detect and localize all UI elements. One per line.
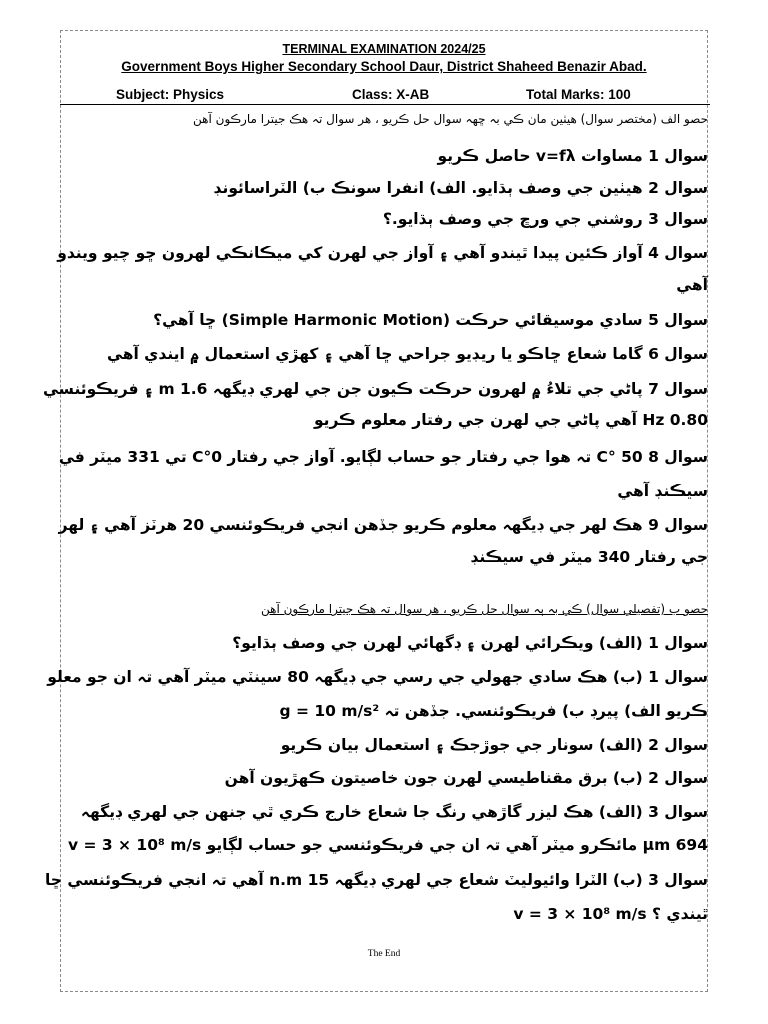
question-a8-cont: سيڪنڊ آهي xyxy=(617,482,708,500)
subject-label: Subject: Physics xyxy=(116,87,225,102)
subject-row xyxy=(116,87,676,105)
header-rule xyxy=(60,104,710,105)
total-marks-label: Total Marks: 100 xyxy=(526,87,631,102)
question-b3b-cont: ٿيندي ؟ v = 3 × 10⁸ m/s xyxy=(513,905,708,923)
question-a4: سوال 4 آواز ڪئين پيدا ٿيندو آهي ۽ آواز جي لهرن کي ميڪانڪي لهرون ڇو چيو ويندو xyxy=(57,244,708,262)
the-end-footer: The End xyxy=(367,949,401,959)
section-a-instruction: حصو الف (مختصر سوال) هيٺين مان ڪي بہ ڇهہ سوال حل ڪريو ، هر سوال تہ هڪ جيترا مارڪون آهن xyxy=(193,112,708,126)
question-a8: سوال 8 50 °C تہ هوا جي رفتار جو حساب لڳايو. آواز جي رفتار 0°C تي 331 ميٽر في xyxy=(58,448,708,466)
exam-title: TERMINAL EXAMINATION 2024/25 xyxy=(282,42,486,56)
question-a3: سوال 3 روشني جي ورڇ جي وصف ٻڌايو.؟ xyxy=(382,210,708,228)
question-b2a: سوال 2 (الف) سونار جي جوڙجڪ ۽ استعمال بيان ڪريو xyxy=(280,736,708,754)
question-b1b: سوال 1 (ب) هڪ سادي جهولي جي رسي جي ڊيگهہ 80 سينٽي ميٽر آهي تہ ان جو معلو xyxy=(47,668,708,686)
question-a7-cont: 0.80 Hz آهي پاڻي جي لهرن جي رفتار معلوم ڪريو xyxy=(313,411,708,429)
question-b3a-cont: 694 μm مائڪرو ميٽر آهي تہ ان جي فريڪوئنسي جو حساب لڳايو v = 3 × 10⁸ m/s xyxy=(67,836,708,854)
exam-header xyxy=(60,41,708,77)
question-a9: سوال 9 هڪ لهر جي ڊيگهہ معلوم ڪريو جڏهن انجي فريڪوئنسي 20 هرٽز آهي ۽ لهر xyxy=(58,516,708,534)
question-b1b-cont: ڪريو الف) پيرڊ ب) فريڪوئنسي. جڏهن تہ g = 10 m/s² xyxy=(279,702,708,720)
question-a4-cont: آهي xyxy=(676,276,708,294)
question-b1a: سوال 1 (الف) ويڪرائي لهرن ۽ ڊگهائي لهرن جي وصف ٻڌايو؟ xyxy=(232,634,708,652)
class-label: Class: X-AB xyxy=(352,87,430,102)
school-name: Government Boys Higher Secondary School Daur, District Shaheed Benazir Abad. xyxy=(121,59,647,74)
question-a6: سوال 6 گاما شعاع ڇاڪو يا ريڊيو جراحي ڇا آهي ۽ کهڙي استعمال ۾ ايندي آهي xyxy=(107,345,708,363)
question-a9-cont: جي رفتار 340 ميٽر في سيڪنڊ xyxy=(470,548,708,566)
question-b2b: سوال 2 (ب) برق مقناطيسي لهرن جون خاصيتون ڪهڙيون آهن xyxy=(224,769,708,787)
question-a1: سوال 1 مساوات v=fλ حاصل ڪريو xyxy=(437,147,708,165)
section-b-instruction: حصو ب (تفصيلي سوال) ڪي بہ ٻہ سوال حل ڪريو ، هر سوال تہ هڪ جيترا مارڪون آهن xyxy=(261,602,708,616)
question-b3b: سوال 3 (ب) الٽرا وائيوليٽ شعاع جي لهري ڊيگهہ 15 n.m آهي تہ انجي فريڪوئنسي ڇا xyxy=(44,871,708,889)
question-b3a: سوال 3 (الف) هڪ ليزر گاڙهي رنگ جا شعاع خارج ڪري ٿي جنهن جي لهري ڊيگهہ xyxy=(80,803,708,821)
question-a2: سوال 2 هيٺين جي وصف ٻڌايو. الف) انفرا سونڪ ب) الٽراسائونڊ xyxy=(213,179,708,197)
question-a7: سوال 7 پاڻي جي تلاءُ ۾ لهرون حرڪت ڪيون جن جي لهري ڊيگهہ 1.6 m ۽ فريڪوئنسي xyxy=(42,380,708,398)
question-a5: سوال 5 سادي موسيقائي حرڪت (Simple Harmonic Motion) ڇا آهي؟ xyxy=(153,311,708,329)
